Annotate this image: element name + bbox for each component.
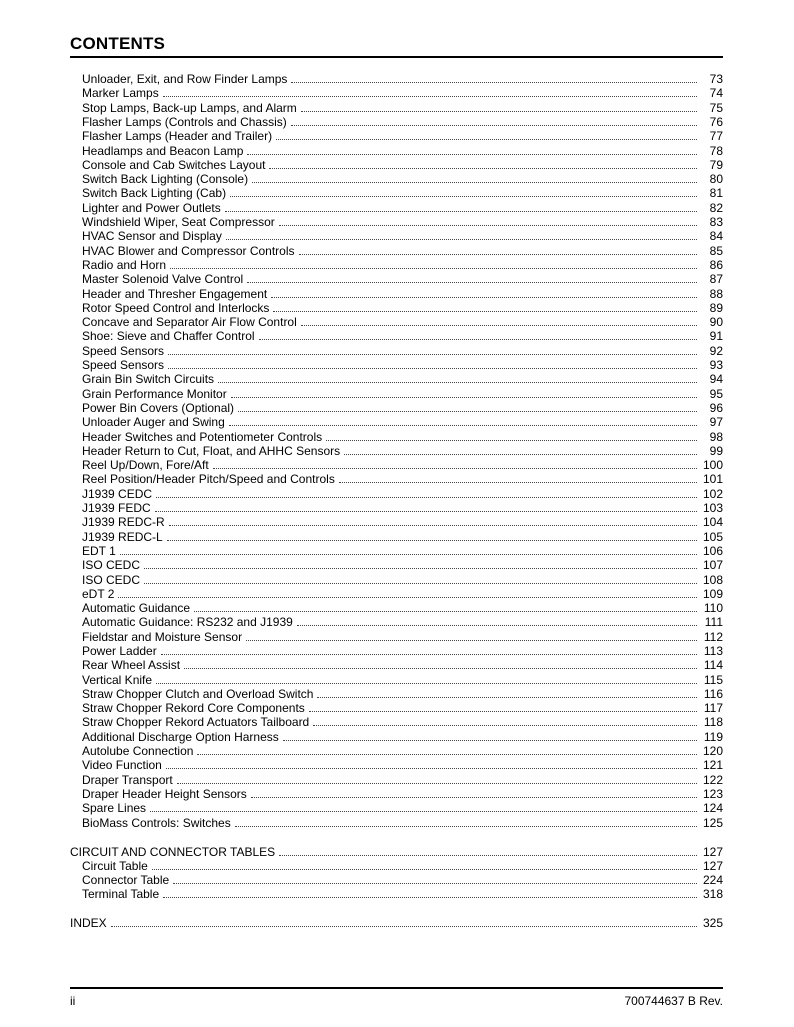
toc-entry-title: Reel Position/Header Pitch/Speed and Controls [82,472,335,486]
toc-entry[interactable] [82,197,723,215]
dot-leader [299,240,697,255]
dot-leader [194,597,697,612]
toc-entry-title: Additional Discharge Option Harness [82,730,279,744]
toc-entry-title: Speed Sensors [82,344,165,358]
toc-entry-title: Automatic Guidance [82,601,191,615]
dot-leader [173,869,697,884]
dot-leader [218,368,697,383]
toc-entry[interactable] [82,168,723,186]
toc-entry[interactable] [82,325,723,343]
toc-entry-title: Straw Chopper Rekord Core Components [82,701,305,715]
toc-entry-title: Straw Chopper Clutch and Overload Switch [82,687,314,701]
toc-entry[interactable] [82,440,723,458]
toc-entry-page: 100 [702,458,723,472]
dot-leader [144,569,697,584]
toc-entry-page: 120 [702,744,723,758]
toc-entry-page: 127 [702,845,723,859]
toc-entry-page: 118 [703,715,723,729]
toc-entry[interactable] [82,82,723,100]
toc-entry-title: Unloader, Exit, and Row Finder Lamps [82,72,288,86]
toc-entry-page: 89 [709,301,723,315]
toc-entry-page: 80 [709,172,723,186]
dot-leader [230,182,697,197]
toc-entry-page: 75 [709,101,723,115]
toc-entry-page: 110 [703,601,723,615]
toc-entry[interactable] [82,97,723,115]
footer-document-id: 700744637 B Rev. [624,994,723,1008]
dot-leader [273,297,697,312]
toc-entry-page: 109 [702,587,723,601]
dot-leader [111,912,697,927]
dot-leader [161,640,697,655]
toc-entry[interactable] [82,583,723,601]
toc-entry-page: 103 [702,501,723,515]
toc-entry-page: 95 [709,387,723,401]
toc-entry[interactable] [82,426,723,444]
toc-entry[interactable] [82,797,723,815]
dot-leader [317,683,697,698]
toc-entry-title: J1939 REDC-L [82,530,163,544]
toc-entry[interactable] [82,569,723,587]
toc-entry-page: 84 [709,229,723,243]
dot-leader [291,111,697,126]
toc-entry-title: HVAC Blower and Compressor Controls [82,244,295,258]
toc-entry[interactable] [82,368,723,386]
toc-entry-page: 77 [709,129,723,143]
toc-entry-page: 86 [709,258,723,272]
dot-leader [163,82,697,97]
toc-entry-title: HVAC Sensor and Display [82,229,222,243]
toc-entry-page: 105 [702,530,723,544]
dot-leader [170,254,697,269]
toc-entry-title: Connector Table [82,873,170,887]
toc-entry-page: 83 [709,215,723,229]
toc-entry-page: 73 [709,72,723,86]
toc-entry-page: 116 [703,687,723,701]
dot-leader [168,340,697,355]
toc-entry-title: Grain Bin Switch Circuits [82,372,215,386]
toc-entry-title: J1939 REDC-R [82,515,165,529]
toc-entry-page: 114 [703,658,723,672]
dot-leader [238,397,697,412]
dot-leader [184,654,697,669]
toc-entry-title: Unloader Auger and Swing [82,415,225,429]
toc-entry[interactable] [82,640,723,658]
toc-entry[interactable] [82,711,723,729]
toc-entry-title: Vertical Knife [82,673,153,687]
toc-entry[interactable] [82,311,723,329]
toc-entry[interactable] [82,526,723,544]
toc-entry-page: 98 [709,430,723,444]
toc-entry-title: Shoe: Sieve and Chaffer Control [82,329,255,343]
toc-entry-page: 99 [709,444,723,458]
dot-leader [118,583,697,598]
toc-entry-title: Lighter and Power Outlets [82,201,221,215]
dot-leader [279,211,697,226]
toc-entry-title: Marker Lamps [82,86,159,100]
toc-entry-page: 125 [702,816,723,830]
toc-entry-page: 81 [709,186,723,200]
toc-entry-title: Straw Chopper Rekord Actuators Tailboard [82,715,310,729]
toc-entry-page: 318 [702,887,723,901]
toc-entry[interactable] [82,254,723,272]
toc-entry[interactable] [82,754,723,772]
toc-entry-page: 106 [702,544,723,558]
toc-entry-page: 122 [702,773,723,787]
dot-leader [156,483,697,498]
toc-section-entry[interactable] [70,841,723,859]
toc-entry-page: 107 [702,558,723,572]
toc-entry[interactable] [82,740,723,758]
toc-entry-page: 97 [709,415,723,429]
toc-entry[interactable] [82,297,723,315]
toc-entry-page: 124 [702,801,723,815]
toc-entry-page: 87 [709,272,723,286]
dot-leader [301,311,697,326]
toc-entry-page: 93 [709,358,723,372]
toc-entry-title: Header and Thresher Engagement [82,287,268,301]
dot-leader [297,611,697,626]
toc-entry-page: 325 [702,916,723,930]
toc-entry-page: 96 [709,401,723,415]
toc-entry[interactable] [82,340,723,358]
toc-entry-title: Grain Performance Monitor [82,387,227,401]
dot-leader [156,669,697,684]
toc-entry-page: 111 [704,615,723,629]
page-title: CONTENTS [70,34,166,53]
toc-entry-title: BioMass Controls: Switches [82,816,231,830]
toc-entry[interactable] [82,111,723,129]
toc-entry-title: J1939 CEDC [82,487,153,501]
dot-leader [144,554,697,569]
toc-entry[interactable] [82,597,723,615]
toc-entry[interactable] [82,140,723,158]
toc-entry-title: Circuit Table [82,859,148,873]
toc-entry-title: Automatic Guidance: RS232 and J1939 [82,615,293,629]
dot-leader [271,283,697,298]
toc-entry-title: Switch Back Lighting (Console) [82,172,249,186]
toc-entry[interactable] [82,540,723,558]
dot-leader [213,454,697,469]
dot-leader [247,268,697,283]
dot-leader [247,140,697,155]
dot-leader [225,197,697,212]
dot-leader [313,711,697,726]
dot-leader [197,740,697,755]
toc-entry[interactable] [82,154,723,172]
toc-entry[interactable] [82,211,723,229]
toc-entry-title: Video Function [82,758,162,772]
toc-entry-page: 123 [702,787,723,801]
toc-entry-title: INDEX [70,916,107,930]
toc-entry-title: eDT 2 [82,587,115,601]
dot-leader [301,97,697,112]
toc-entry-page: 113 [703,644,723,658]
toc-entry[interactable] [82,483,723,501]
dot-leader [309,697,697,712]
toc-entry[interactable] [82,783,723,801]
toc-entry-page: 76 [709,115,723,129]
toc-entry[interactable] [82,554,723,572]
toc-entry-title: J1939 FEDC [82,501,151,515]
toc-entry-page: 121 [702,758,723,772]
toc-entry-page: 88 [709,287,723,301]
toc-entry[interactable] [82,855,723,873]
dot-leader [246,626,697,641]
toc-entry-title: Fieldstar and Moisture Sensor [82,630,243,644]
dot-leader [226,225,697,240]
toc-entry[interactable] [82,654,723,672]
footer-page-number: ii [70,994,76,1008]
toc-entry[interactable] [82,869,723,887]
dot-leader [276,125,697,140]
toc-entry-title: Reel Up/Down, Fore/Aft [82,458,209,472]
toc-entry[interactable] [82,354,723,372]
toc-entry-title: EDT 1 [82,544,116,558]
toc-entry[interactable] [82,225,723,243]
toc-entry-page: 101 [702,472,723,486]
dot-leader [279,841,697,856]
toc-entry[interactable] [82,182,723,200]
toc-entry[interactable] [82,125,723,143]
toc-entry-page: 102 [702,487,723,501]
toc-entry-page: 119 [703,730,723,744]
dot-leader [326,426,697,441]
dot-leader [269,154,697,169]
toc-entry-title: Console and Cab Switches Layout [82,158,266,172]
toc-entry-title: Flasher Lamps (Controls and Chassis) [82,115,287,129]
toc-entry-title: Header Return to Cut, Float, and AHHC Sensors [82,444,341,458]
toc-entry-page: 117 [703,701,723,715]
dot-leader [235,812,697,827]
toc-entry[interactable] [82,726,723,744]
toc-entry-page: 104 [702,515,723,529]
toc-entry-title: Stop Lamps, Back-up Lamps, and Alarm [82,101,297,115]
toc-entry-title: Concave and Separator Air Flow Control [82,315,297,329]
toc-entry-page: 92 [709,344,723,358]
toc-entry-title: Spare Lines [82,801,147,815]
toc-entry-title: Draper Transport [82,773,173,787]
dot-leader [283,726,697,741]
toc-entry-title: Autolube Connection [82,744,194,758]
toc-section-entry[interactable] [70,912,723,930]
toc-entry-title: Draper Header Height Sensors [82,787,247,801]
dot-leader [259,325,697,340]
toc-entry-title: Rear Wheel Assist [82,658,181,672]
dot-leader [229,411,697,426]
toc-entry-title: Flasher Lamps (Header and Trailer) [82,129,273,143]
toc-entry[interactable] [82,697,723,715]
dot-leader [152,855,697,870]
toc-entry-title: Radio and Horn [82,258,167,272]
toc-entry[interactable] [82,497,723,515]
toc-entry-title: Terminal Table [82,887,160,901]
toc-entry-page: 79 [709,158,723,172]
toc-entry-title: Windshield Wiper, Seat Compressor [82,215,275,229]
toc-entry-page: 74 [709,86,723,100]
toc-entry[interactable] [82,769,723,787]
toc-entry-title: Header Switches and Potentiometer Controls [82,430,323,444]
toc-entry-title: Speed Sensors [82,358,165,372]
toc-entry-page: 91 [709,329,723,343]
toc-entry-title: Master Solenoid Valve Control [82,272,244,286]
dot-leader [163,883,697,898]
toc-entry[interactable] [82,283,723,301]
toc-entry[interactable] [82,68,723,86]
dot-leader [177,769,697,784]
dot-leader [169,511,697,526]
toc-entry-title: ISO CEDC [82,573,141,587]
toc-entry-page: 115 [703,673,723,687]
toc-entry-title: CIRCUIT AND CONNECTOR TABLES [70,845,276,859]
toc-entry-page: 224 [702,873,723,887]
dot-leader [231,383,697,398]
toc-entry-page: 85 [709,244,723,258]
toc-entry[interactable] [82,511,723,529]
toc-entry-page: 78 [709,144,723,158]
toc-entry[interactable] [82,411,723,429]
toc-entry[interactable] [82,240,723,258]
dot-leader [252,168,697,183]
toc-entry-page: 94 [709,372,723,386]
toc-entry-page: 82 [709,201,723,215]
toc-entry-page: 112 [703,630,723,644]
dot-leader [344,440,697,455]
toc-entry-title: ISO CEDC [82,558,141,572]
toc-entry[interactable] [82,454,723,472]
dot-leader [120,540,697,555]
toc-entry-title: Switch Back Lighting (Cab) [82,186,227,200]
toc-entry[interactable] [82,883,723,901]
toc-entry-page: 90 [709,315,723,329]
toc-entry-title: Rotor Speed Control and Interlocks [82,301,270,315]
toc-entry[interactable] [82,812,723,830]
dot-leader [168,354,697,369]
dot-leader [150,797,697,812]
dot-leader [166,754,697,769]
dot-leader [291,68,697,83]
dot-leader [155,497,697,512]
toc-entry-title: Power Ladder [82,644,157,658]
toc-entry[interactable] [82,468,723,486]
toc-entry[interactable] [82,383,723,401]
toc-entry[interactable] [82,683,723,701]
toc-entry[interactable] [82,268,723,286]
dot-leader [251,783,697,798]
toc-entry[interactable] [82,669,723,687]
toc-entry[interactable] [82,626,723,644]
footer-divider [70,987,723,989]
toc-entry-title: Headlamps and Beacon Lamp [82,144,244,158]
toc-entry-page: 127 [702,859,723,873]
toc-entry[interactable] [82,611,723,629]
dot-leader [339,468,697,483]
dot-leader [167,526,697,541]
toc-entry-title: Power Bin Covers (Optional) [82,401,235,415]
toc-entry[interactable] [82,397,723,415]
toc-entry-page: 108 [702,573,723,587]
